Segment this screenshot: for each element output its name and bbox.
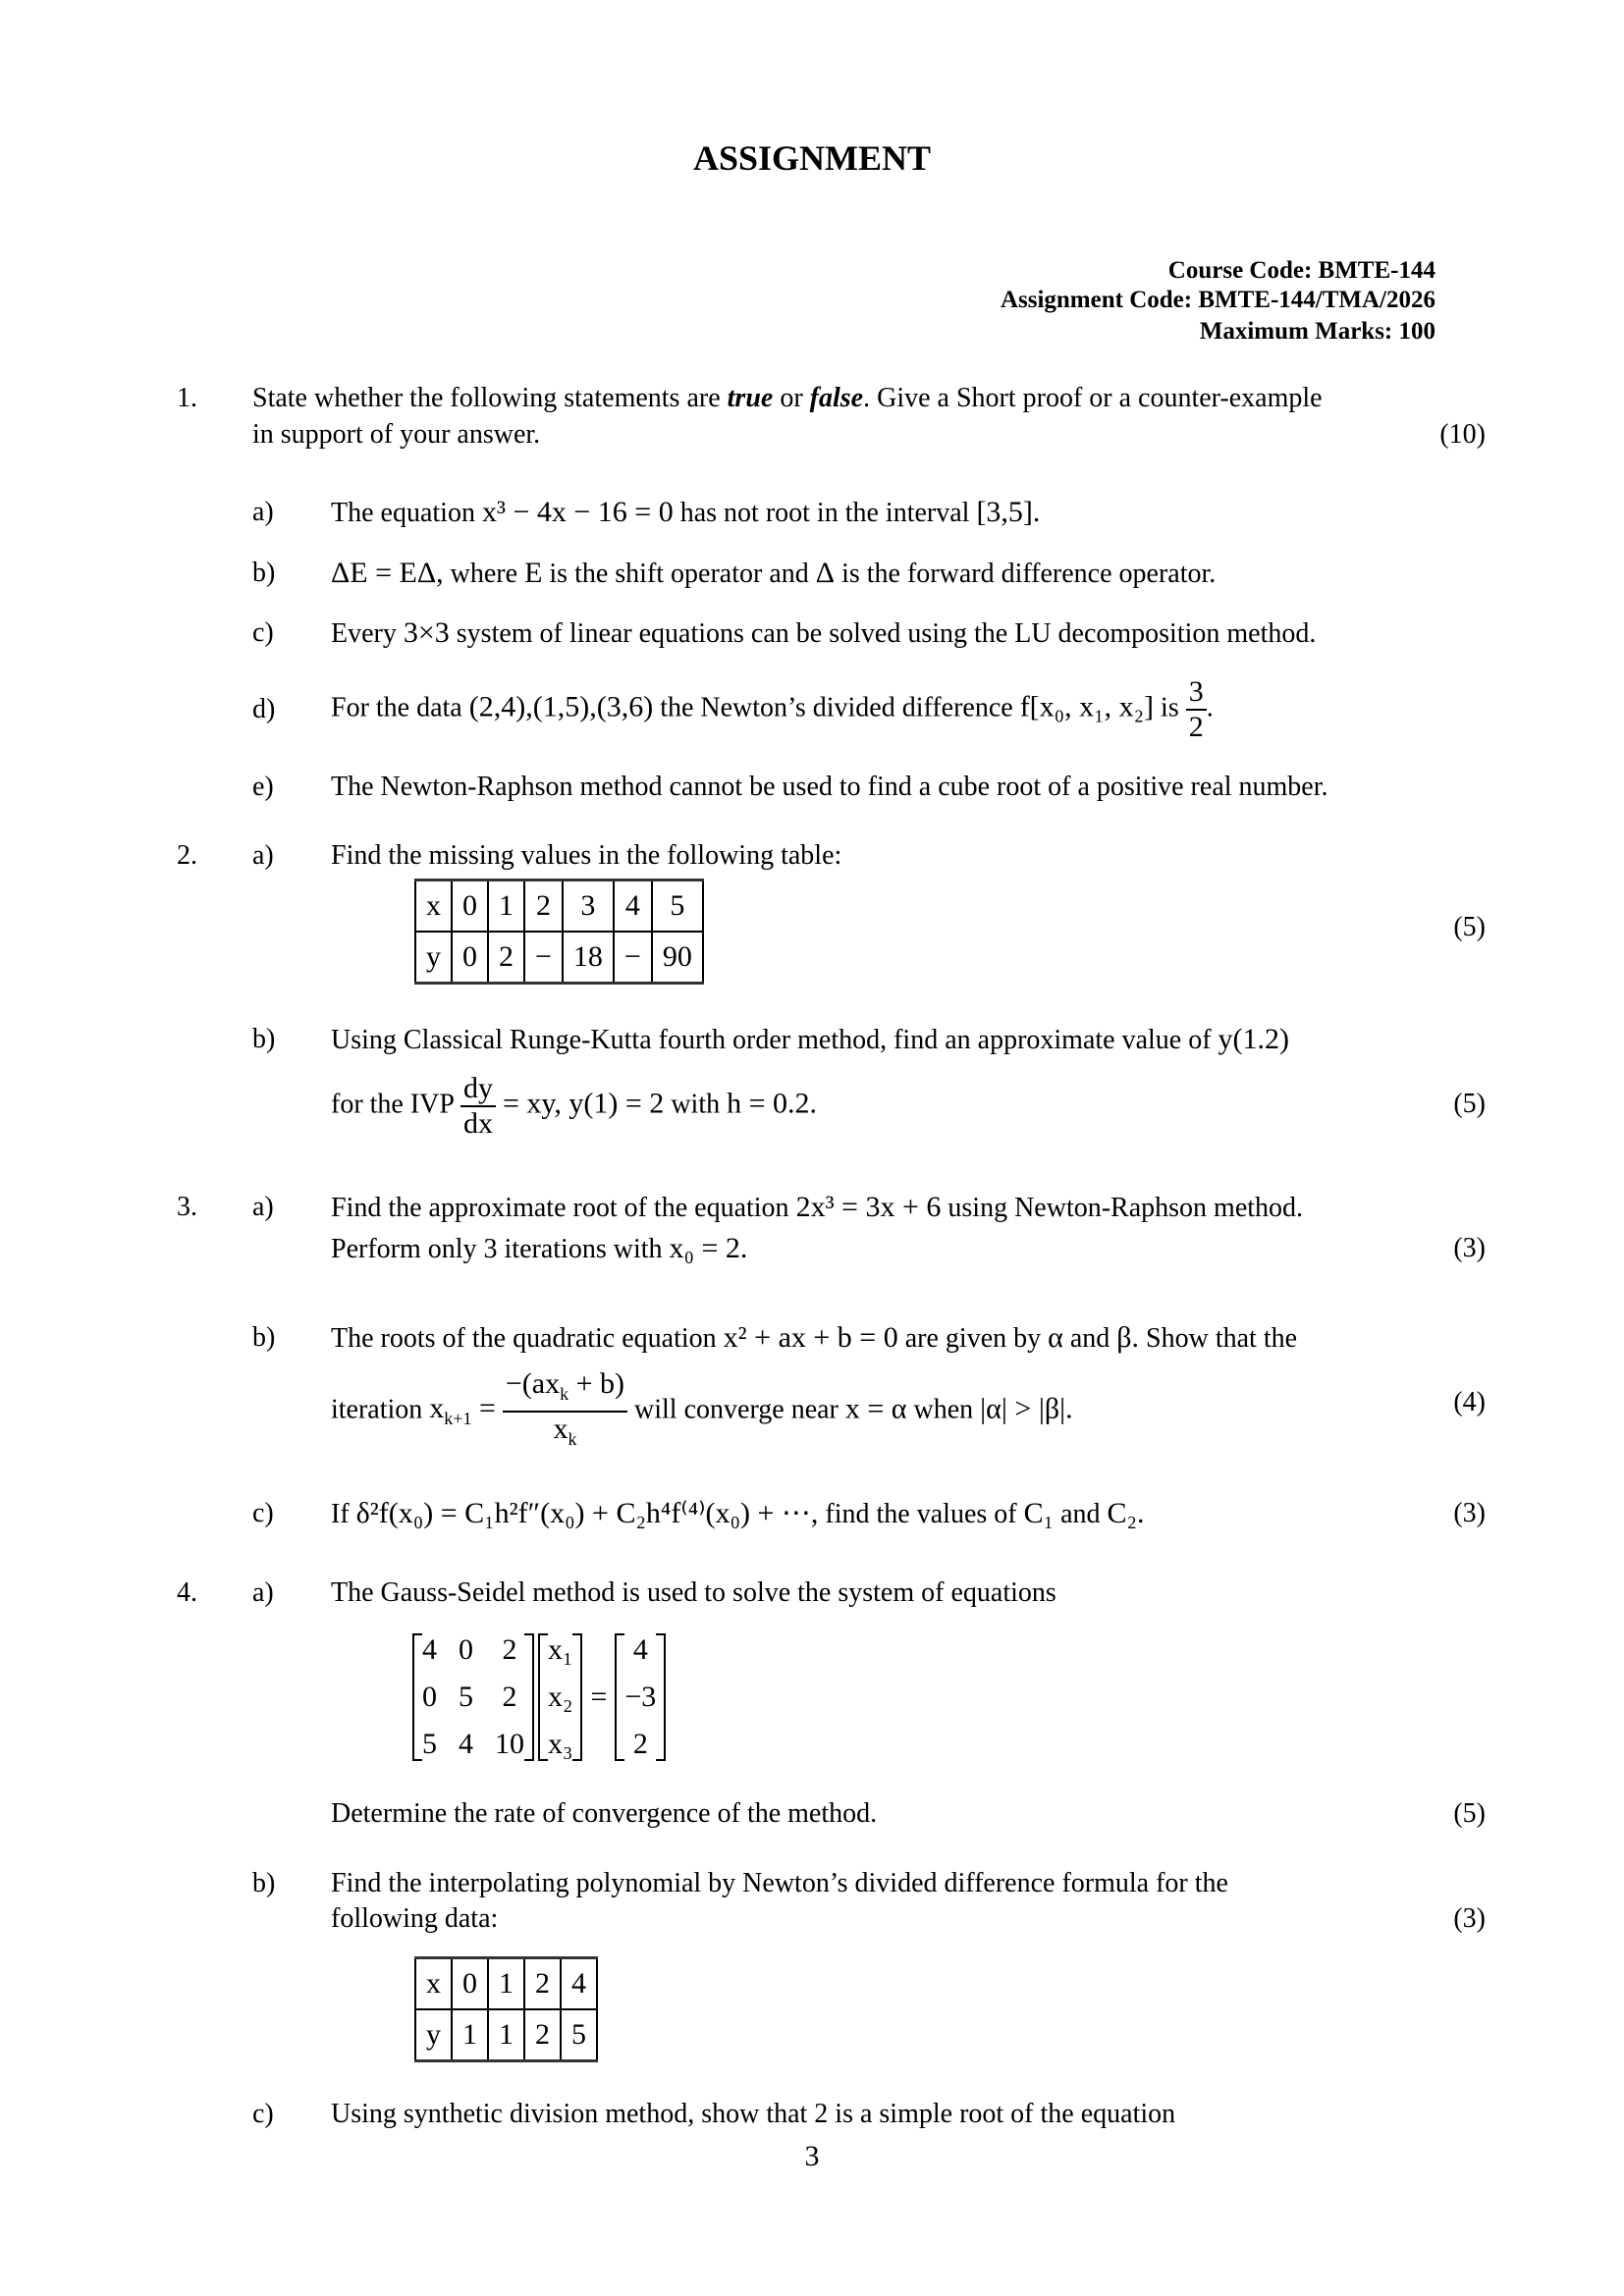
question-number: 1. bbox=[177, 383, 197, 413]
assignment-code: Assignment Code: BMTE-144/TMA/2026 bbox=[1000, 287, 1435, 313]
item-label: c) bbox=[252, 1498, 274, 1528]
symbol: E bbox=[524, 557, 543, 589]
item-text bbox=[331, 557, 1216, 591]
marks: (3) bbox=[1453, 1498, 1486, 1528]
item-label: b) bbox=[252, 1868, 276, 1898]
text: Every bbox=[331, 618, 404, 649]
item-text bbox=[331, 616, 1316, 651]
ivp-line bbox=[331, 1072, 817, 1141]
item-label: b) bbox=[252, 1024, 276, 1054]
text: The roots of the quadratic equation bbox=[331, 1323, 724, 1354]
text: has not root in the interval bbox=[673, 498, 977, 528]
item-label: a) bbox=[252, 1577, 274, 1608]
matrix-entry: 10 bbox=[495, 1728, 524, 1760]
vector-entry: x₁ bbox=[548, 1633, 573, 1666]
text: and bbox=[1062, 1323, 1117, 1354]
text: find the values of bbox=[818, 1499, 1024, 1529]
step-size: h = 0.2. bbox=[727, 1087, 818, 1120]
data-table bbox=[414, 1956, 598, 2062]
item-text: Using synthetic division method, show that 2 is a simple root of the equation bbox=[331, 2099, 1176, 2129]
marks: (10) bbox=[1439, 419, 1486, 450]
alpha: α bbox=[1048, 1321, 1063, 1354]
symbol: Δ bbox=[815, 557, 836, 589]
marks: (3) bbox=[1453, 1903, 1486, 1934]
item-label: a) bbox=[252, 1192, 274, 1222]
table-row-header: x bbox=[415, 881, 452, 933]
var: x bbox=[429, 1392, 445, 1425]
item-text: The Newton-Raphson method cannot be used to find a cube root of a positive real number. bbox=[331, 772, 1328, 802]
table-row-header: y bbox=[415, 932, 452, 984]
question-number: 2. bbox=[177, 840, 197, 871]
vector-entry: x₂ bbox=[548, 1681, 573, 1713]
matrix-entry: 2 bbox=[502, 1633, 517, 1666]
fraction bbox=[460, 1072, 496, 1141]
data-table bbox=[414, 879, 704, 985]
equation: ΔE = EΔ, bbox=[331, 557, 444, 589]
table-cell: 4 bbox=[614, 881, 652, 933]
table-cell: 18 bbox=[563, 932, 614, 984]
iteration-lhs bbox=[429, 1392, 496, 1429]
intro-text: State whether the following statements are bbox=[252, 383, 728, 413]
intro-text-end: . Give a Short proof or a counter-example bbox=[863, 383, 1323, 413]
item-text: Find the interpolating polynomial by Newton’s divided difference formula for the bbox=[331, 1868, 1228, 1898]
data-points: (2,4),(1,5),(3,6) bbox=[468, 690, 654, 723]
interval: [3,5]. bbox=[976, 496, 1041, 528]
item-label: a) bbox=[252, 840, 274, 871]
matrix-entry: 4 bbox=[459, 1728, 473, 1760]
table-cell: 5 bbox=[652, 881, 703, 933]
equation: x = α bbox=[844, 1392, 907, 1425]
item-text bbox=[331, 1497, 1144, 1531]
item-text bbox=[331, 1023, 1289, 1057]
item-text: Find the missing values in the following table: bbox=[331, 840, 842, 871]
table-cell: 1 bbox=[488, 2009, 524, 2061]
question-number: 3. bbox=[177, 1192, 197, 1222]
fraction bbox=[503, 1367, 627, 1456]
text: iteration bbox=[331, 1394, 430, 1425]
table-cell: 0 bbox=[452, 1958, 488, 2010]
c1: C₁ bbox=[1023, 1497, 1055, 1529]
equation: δ²f(x₀) = C₁h²f″(x₀) + C₂h⁴f⁽⁴⁾(x₀) + ⋯, bbox=[355, 1497, 819, 1529]
text: system of linear equations can be solved using the LU decomposition method. bbox=[449, 618, 1317, 649]
text: Find the approximate root of the equation bbox=[331, 1193, 796, 1223]
intro-true: true bbox=[727, 383, 774, 413]
text: using Newton-Raphson method. bbox=[941, 1193, 1304, 1223]
table-row bbox=[415, 1958, 597, 2010]
den-text: x bbox=[553, 1413, 568, 1445]
iteration-line bbox=[331, 1367, 1073, 1456]
table-cell: 5 bbox=[561, 2009, 597, 2061]
table-cell: 2 bbox=[524, 1958, 561, 2010]
page-number: 3 bbox=[804, 2140, 820, 2172]
text: where bbox=[443, 559, 525, 589]
table-row bbox=[415, 881, 703, 933]
numerator bbox=[503, 1367, 627, 1413]
marks: (4) bbox=[1453, 1387, 1486, 1417]
item-label: e) bbox=[252, 772, 274, 802]
marks: (5) bbox=[1453, 1089, 1486, 1119]
item-text: Determine the rate of convergence of the method. bbox=[331, 1798, 878, 1829]
matrix-entry: 0 bbox=[422, 1681, 437, 1713]
item-text bbox=[331, 496, 1040, 530]
vector-entry: x₃ bbox=[548, 1728, 573, 1760]
matrix-entry: 4 bbox=[422, 1633, 437, 1666]
matrix-equation bbox=[412, 1633, 666, 1761]
item-text-line2 bbox=[331, 1232, 747, 1266]
text: The equation bbox=[331, 498, 482, 528]
text: is the forward difference operator. bbox=[835, 559, 1217, 589]
item-label: b) bbox=[252, 558, 276, 588]
maximum-marks: Maximum Marks: 100 bbox=[1199, 318, 1435, 345]
text: If bbox=[331, 1499, 356, 1529]
marks: (5) bbox=[1453, 1798, 1486, 1829]
text: . bbox=[1206, 692, 1214, 723]
fraction bbox=[1186, 675, 1207, 744]
matrix-entry: 2 bbox=[502, 1681, 517, 1713]
text: when bbox=[906, 1394, 981, 1425]
question-intro-line2: in support of your answer. bbox=[252, 419, 541, 450]
text: are given by bbox=[897, 1323, 1049, 1354]
intro-or: or bbox=[773, 383, 810, 413]
table-row bbox=[415, 932, 703, 984]
text: Perform only 3 iterations with bbox=[331, 1234, 670, 1264]
item-label: c) bbox=[252, 617, 274, 648]
denominator: 2 bbox=[1188, 711, 1204, 743]
condition: |α| > |β|. bbox=[980, 1392, 1073, 1425]
table-row-header: x bbox=[415, 1958, 452, 2010]
table-cell: 4 bbox=[561, 1958, 597, 2010]
subscript: k+1 bbox=[444, 1409, 472, 1429]
equation: x³ − 4x − 16 = 0 bbox=[481, 496, 674, 528]
beta: β. bbox=[1116, 1321, 1140, 1354]
num-text: −(ax bbox=[505, 1367, 561, 1400]
coefficient-matrix bbox=[412, 1633, 534, 1761]
table-cell: 90 bbox=[652, 932, 703, 984]
item-text bbox=[331, 1321, 1297, 1356]
unknown-vector bbox=[538, 1633, 582, 1761]
text: the Newton’s divided difference bbox=[653, 692, 1020, 723]
item-label: d) bbox=[252, 694, 276, 724]
marks: (5) bbox=[1453, 912, 1486, 942]
text: and bbox=[1054, 1499, 1108, 1529]
text: will converge near bbox=[634, 1394, 845, 1425]
item-text bbox=[331, 1191, 1303, 1225]
table-cell: − bbox=[524, 932, 563, 984]
text: with bbox=[664, 1089, 728, 1120]
constant-vector bbox=[615, 1633, 666, 1761]
numerator: 3 bbox=[1186, 675, 1207, 711]
table-cell: 2 bbox=[524, 881, 563, 933]
question-number: 4. bbox=[177, 1577, 197, 1608]
text: Using Classical Runge-Kutta fourth order method, find an approximate value of bbox=[331, 1025, 1218, 1055]
item-text bbox=[331, 675, 1214, 744]
divided-difference: f[x₀, x₁, x₂] bbox=[1019, 690, 1155, 723]
item-text: The Gauss-Seidel method is used to solve the system of equations bbox=[331, 1577, 1056, 1608]
page-title: ASSIGNMENT bbox=[692, 138, 932, 178]
item-text-line2: following data: bbox=[331, 1903, 499, 1934]
table-cell: 1 bbox=[488, 1958, 524, 2010]
text: for the IVP bbox=[331, 1089, 460, 1120]
equation: 2x³ = 3x + 6 bbox=[795, 1191, 942, 1223]
text: Show that the bbox=[1139, 1323, 1298, 1354]
marks: (3) bbox=[1453, 1233, 1486, 1263]
expression: y(1.2) bbox=[1218, 1023, 1290, 1055]
text: For the data bbox=[331, 692, 469, 723]
vector-entry: −3 bbox=[624, 1681, 657, 1713]
table-cell: 2 bbox=[488, 932, 524, 984]
subscript: k bbox=[560, 1384, 569, 1404]
equals: = bbox=[471, 1392, 496, 1425]
equation: = xy, y(1) = 2 bbox=[502, 1087, 665, 1120]
c2: C₂. bbox=[1107, 1497, 1145, 1529]
equals-sign: = bbox=[590, 1681, 608, 1713]
item-label: a) bbox=[252, 497, 274, 527]
table-row bbox=[415, 2009, 597, 2061]
table-cell: 0 bbox=[452, 932, 488, 984]
num-text-end: + b) bbox=[568, 1367, 625, 1400]
text: is the shift operator and bbox=[542, 559, 816, 589]
equation: 3×3 bbox=[403, 616, 450, 649]
item-label: c) bbox=[252, 2099, 274, 2129]
question-intro bbox=[252, 382, 1323, 415]
table-cell: 0 bbox=[452, 881, 488, 933]
matrix-entry: 5 bbox=[459, 1681, 473, 1713]
vector-entry: 4 bbox=[632, 1633, 648, 1666]
table-row-header: y bbox=[415, 2009, 452, 2061]
table-cell: 1 bbox=[488, 881, 524, 933]
subscript: k bbox=[568, 1429, 577, 1449]
item-label: b) bbox=[252, 1322, 276, 1353]
vector-entry: 2 bbox=[632, 1728, 648, 1760]
course-code: Course Code: BMTE-144 bbox=[1167, 257, 1435, 284]
numerator: dy bbox=[460, 1072, 496, 1107]
table-cell: 3 bbox=[563, 881, 614, 933]
matrix-entry: 5 bbox=[422, 1728, 437, 1760]
initial-value: x₀ = 2. bbox=[669, 1232, 748, 1264]
text: is bbox=[1154, 692, 1186, 723]
intro-false: false bbox=[809, 383, 864, 413]
denominator bbox=[503, 1413, 627, 1456]
matrix-entry: 0 bbox=[459, 1633, 473, 1666]
table-cell: − bbox=[614, 932, 652, 984]
denominator: dx bbox=[462, 1107, 493, 1140]
equation: x² + ax + b = 0 bbox=[723, 1321, 898, 1354]
table-cell: 2 bbox=[524, 2009, 561, 2061]
table-cell: 1 bbox=[452, 2009, 488, 2061]
